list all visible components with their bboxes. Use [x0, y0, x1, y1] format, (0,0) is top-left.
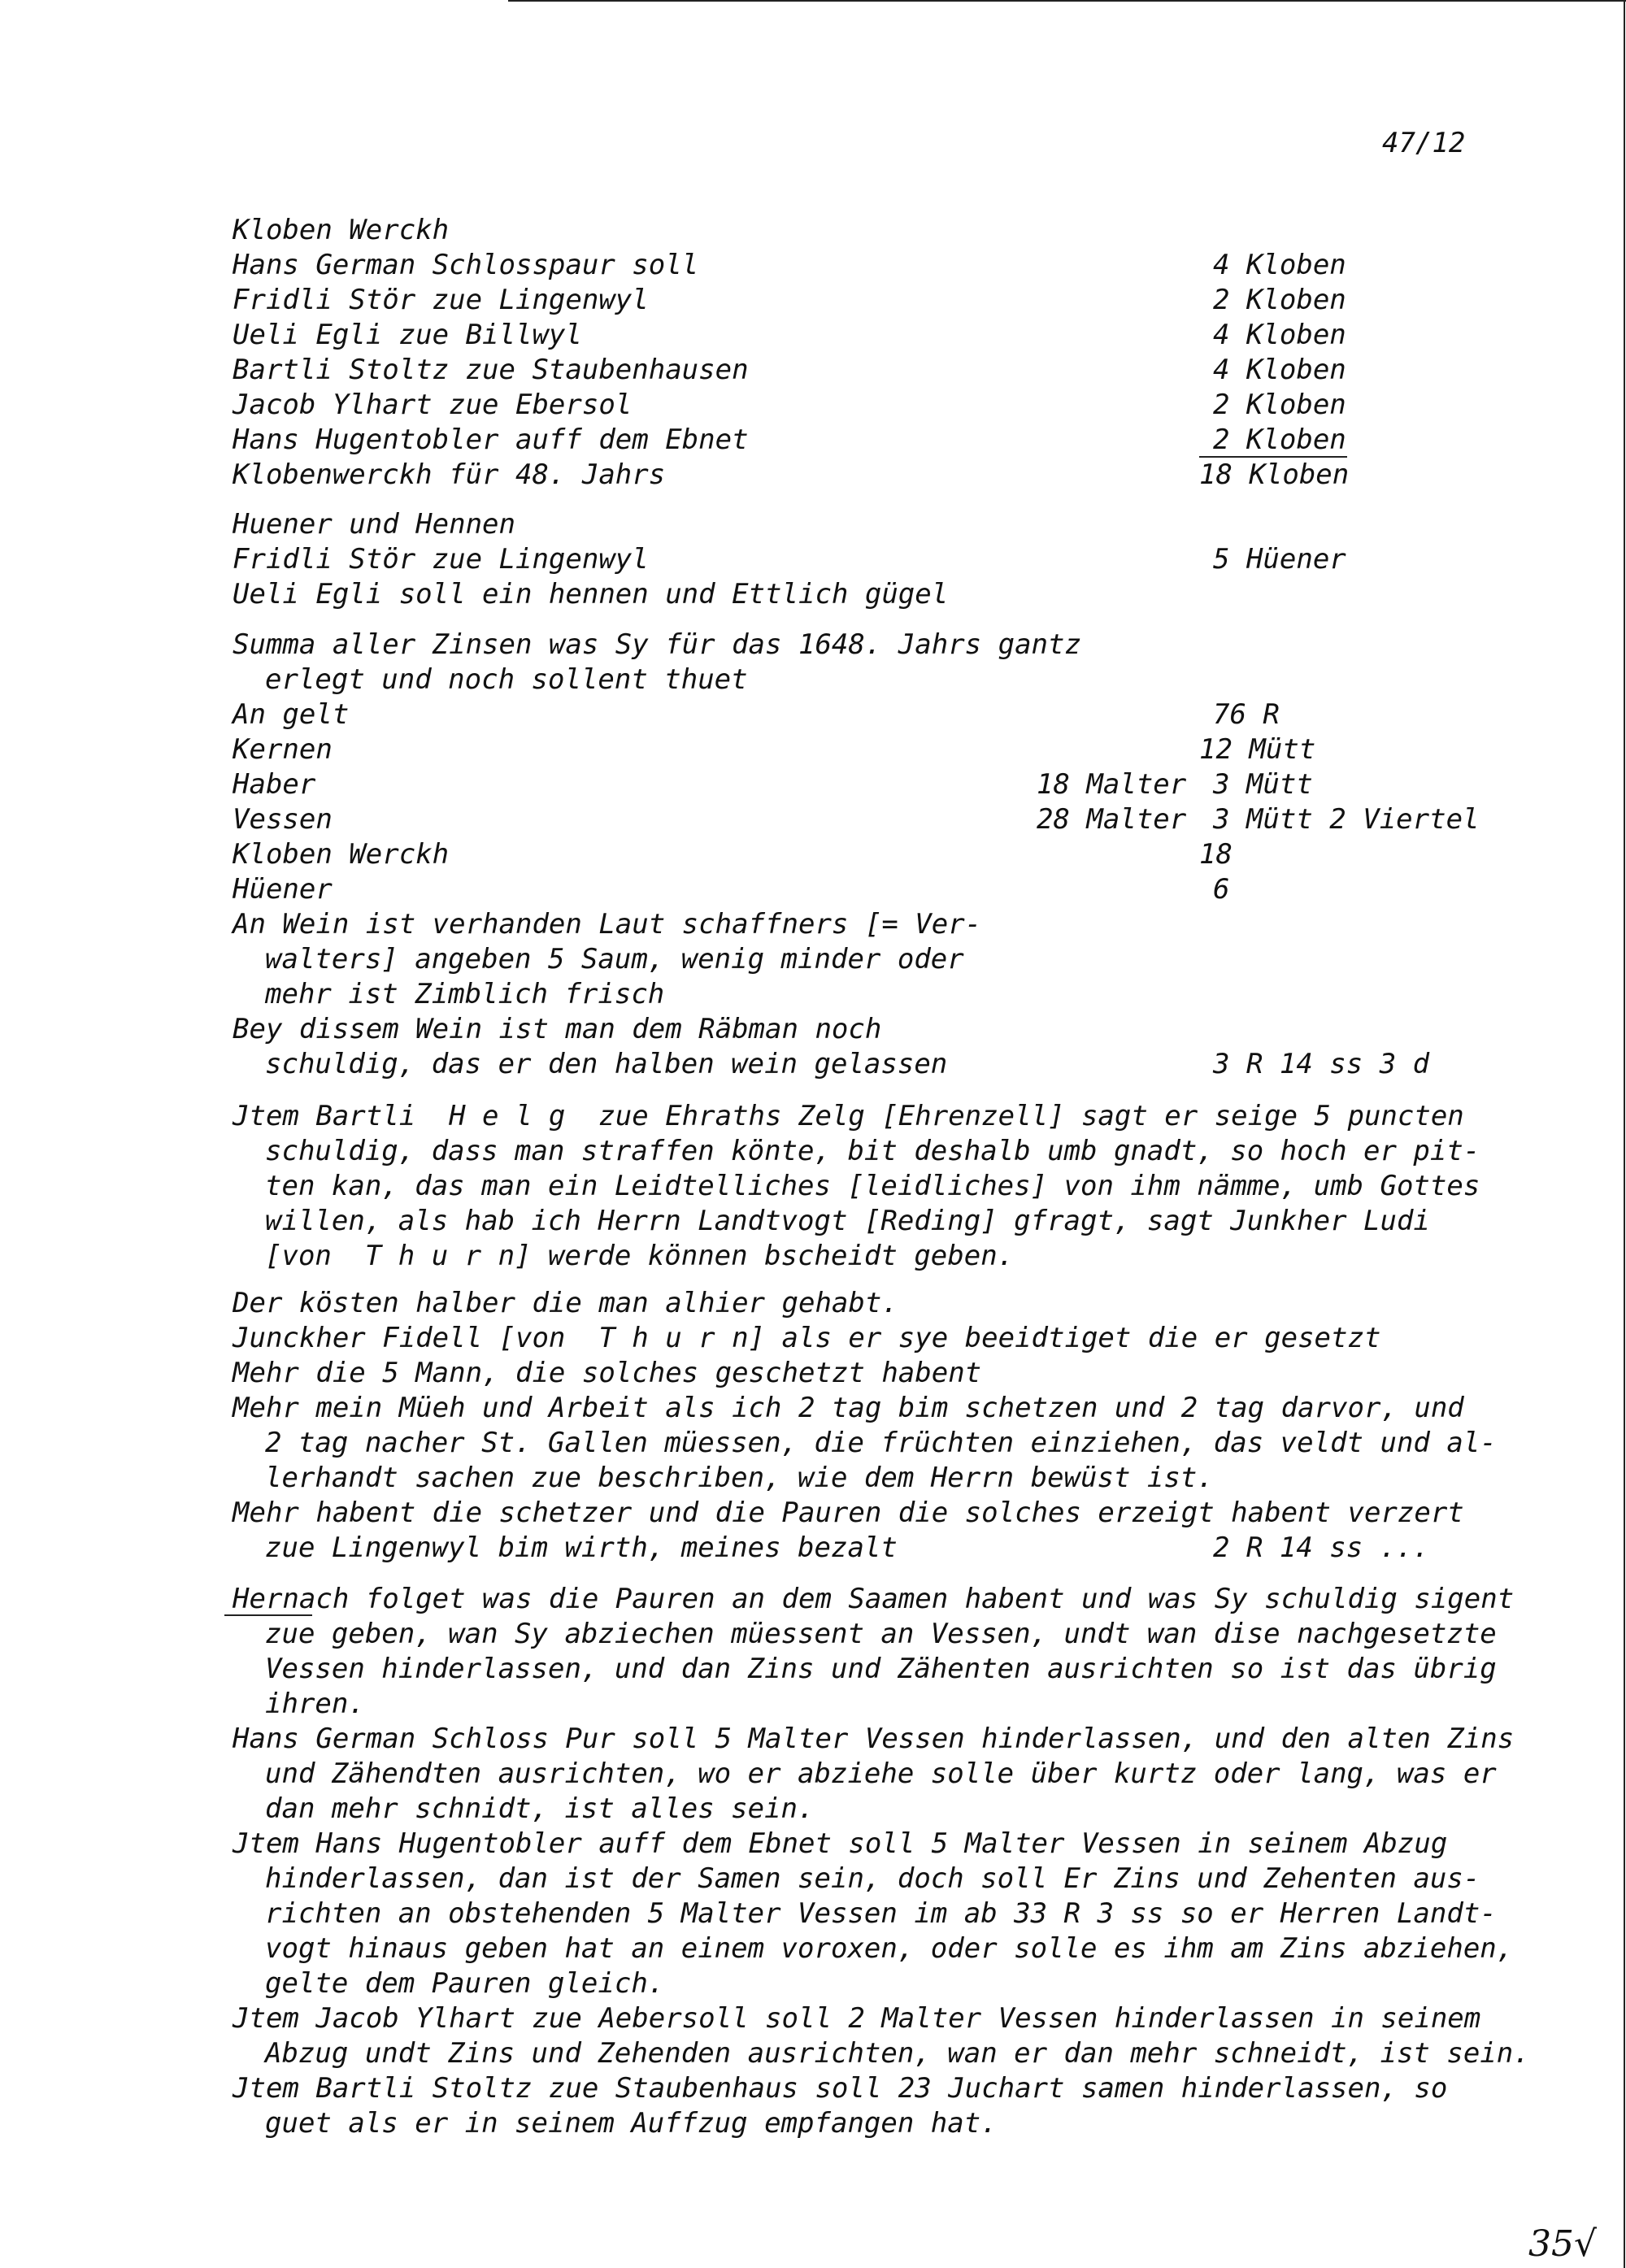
hernach-line: ihren.: [265, 1688, 365, 1720]
sum-underline: [1199, 456, 1347, 458]
hernach-underline: [224, 1614, 312, 1616]
summa-row-label: Vessen: [233, 803, 333, 836]
summa-row-label: Kernen: [233, 733, 333, 766]
hernach-line: Hernach folget was die Pauren an dem Saamen habent und was Sy schuldig sigent: [233, 1583, 1515, 1615]
summa-row-label: An gelt: [233, 698, 350, 731]
bey-amount: 3 R 14 ss 3 d: [1213, 1048, 1430, 1080]
kosten-line: Der kösten halber die man alhier gehabt.: [233, 1287, 898, 1319]
archive-mark: 35√: [1528, 2223, 1598, 2265]
summa-row-value: 18: [1199, 838, 1233, 871]
kloben-row-amount: 2 Kloben: [1213, 284, 1346, 316]
right-edge-rule: [1624, 0, 1625, 2268]
helg-line: schuldig, dass man straffen könte, bit deshalb umb gnadt, so hoch er pit-: [265, 1135, 1480, 1167]
hernach-line: Jtem Bartli Stoltz zue Staubenhaus soll 23 Juchart samen hinderlassen, so: [233, 2072, 1448, 2105]
summa-row-label: Haber: [233, 768, 316, 801]
summa-row-value: 76 R: [1213, 698, 1280, 731]
summa-row-malter: 18 Malter: [1037, 768, 1187, 801]
kloben-heading: Kloben Werckh: [233, 214, 450, 246]
kloben-row-amount: 2 Kloben: [1213, 424, 1346, 456]
hernach-line: Abzug undt Zins und Zehenden ausrichten, wan er dan mehr schneidt, ist sein.: [265, 2037, 1530, 2070]
summa-row-value: 3 Mütt: [1213, 768, 1313, 801]
hernach-line: richten an obstehenden 5 Malter Vessen im ab 33 R 3 ss so er Herren Landt-: [265, 1897, 1497, 1930]
helg-line: Jtem Bartli H e l g zue Ehraths Zelg [Ehrenzell] sagt er seige 5 puncten: [233, 1100, 1464, 1132]
kosten-line: Junckher Fidell [von T h u r n] als er sye beeidtiget die er gesetzt: [233, 1322, 1381, 1354]
wein-line: mehr ist Zimblich frisch: [265, 978, 665, 1010]
kloben-row-amount: 4 Kloben: [1213, 354, 1346, 386]
wein-line: walters] angeben 5 Saum, wenig minder oder: [265, 943, 964, 975]
kosten-line: Mehr habent die schetzer und die Pauren die solches erzeigt habent verzert: [233, 1497, 1464, 1529]
top-rule: [508, 0, 1626, 2]
kosten-line: Mehr mein Müeh und Arbeit als ich 2 tag bim schetzen und 2 tag darvor, und: [233, 1392, 1464, 1424]
kloben-row-name: Ueli Egli zue Billwyl: [233, 319, 582, 351]
bey-line: schuldig, das er den halben wein gelassen: [265, 1048, 948, 1080]
kosten-line: 2 tag nacher St. Gallen müessen, die früchten einziehen, das veldt und al-: [265, 1427, 1497, 1459]
summa-row-value: 3 Mütt 2 Viertel: [1213, 803, 1480, 836]
kloben-total-amount: 18 Kloben: [1199, 458, 1350, 491]
huener-heading: Huener und Hennen: [233, 508, 515, 541]
kosten-line: zue Lingenwyl bim wirth, meines bezalt: [265, 1532, 898, 1564]
summa-line: erlegt und noch sollent thuet: [265, 663, 748, 696]
summa-row-label: Hüener: [233, 873, 333, 906]
helg-line: willen, als hab ich Herrn Landtvogt [Reding] gfragt, sagt Junkher Ludi: [265, 1205, 1430, 1237]
kloben-row-name: Hans Hugentobler auff dem Ebnet: [233, 424, 749, 456]
kloben-total-label: Klobenwerckh für 48. Jahrs: [233, 458, 666, 491]
hernach-line: Hans German Schloss Pur soll 5 Malter Vessen hinderlassen, und den alten Zins: [233, 1723, 1515, 1755]
bey-line: Bey dissem Wein ist man dem Räbman noch: [233, 1013, 882, 1045]
summa-row-value: 6: [1213, 873, 1230, 906]
hernach-line: Vessen hinderlassen, und dan Zins und Zähenten ausrichten so ist das übrig: [265, 1653, 1497, 1685]
summa-row-value: 12 Mütt: [1199, 733, 1316, 766]
kosten-line: Mehr die 5 Mann, die solches geschetzt habent: [233, 1357, 982, 1389]
kloben-row-amount: 2 Kloben: [1213, 389, 1346, 421]
hernach-line: guet als er in seinem Auffzug empfangen hat.: [265, 2107, 998, 2140]
kloben-row-name: Hans German Schlosspaur soll: [233, 249, 699, 281]
helg-line: ten kan, das man ein Leidtelliches [leidliches] von ihm nämme, umb Gottes: [265, 1170, 1480, 1202]
hernach-line: gelte dem Pauren gleich.: [265, 1967, 665, 2000]
wein-line: An Wein ist verhanden Laut schaffners [= Ver-: [233, 908, 982, 941]
kloben-row-name: Jacob Ylhart zue Ebersol: [233, 389, 633, 421]
hernach-line: Jtem Hans Hugentobler auff dem Ebnet soll 5 Malter Vessen in seinem Abzug: [233, 1827, 1448, 1860]
summa-line: Summa aller Zinsen was Sy für das 1648. Jahrs gantz: [233, 628, 1081, 661]
kloben-row-name: Fridli Stör zue Lingenwyl: [233, 284, 649, 316]
huener-line: Ueli Egli soll ein hennen und Ettlich gügel: [233, 578, 949, 610]
summa-row-malter: 28 Malter: [1037, 803, 1187, 836]
helg-line: [von T h u r n] werde können bscheidt geben.: [265, 1240, 1015, 1272]
kloben-row-amount: 4 Kloben: [1213, 319, 1346, 351]
kloben-row-amount: 4 Kloben: [1213, 249, 1346, 281]
hernach-line: hinderlassen, dan ist der Samen sein, doch soll Er Zins und Zehenten aus-: [265, 1862, 1480, 1895]
page-number: 47/12: [1382, 127, 1466, 159]
kosten-amount: 2 R 14 ss ...: [1213, 1532, 1430, 1564]
huener-line: Fridli Stör zue Lingenwyl: [233, 543, 649, 576]
kosten-line: lerhandt sachen zue beschriben, wie dem Herrn bewüst ist.: [265, 1462, 1214, 1494]
kloben-row-name: Bartli Stoltz zue Staubenhausen: [233, 354, 749, 386]
huener-amount: 5 Hüener: [1213, 543, 1346, 576]
summa-row-label: Kloben Werckh: [233, 838, 450, 871]
hernach-line: vogt hinaus geben hat an einem voroxen, oder solle es ihm am Zins abziehen,: [265, 1932, 1514, 1965]
hernach-line: Jtem Jacob Ylhart zue Aebersoll soll 2 Malter Vessen hinderlassen in seinem: [233, 2002, 1481, 2035]
hernach-line: und Zähendten ausrichten, wo er abziehe solle über kurtz oder lang, was er: [265, 1757, 1497, 1790]
hernach-line: dan mehr schnidt, ist alles sein.: [265, 1792, 815, 1825]
hernach-line: zue geben, wan Sy abziechen müessent an Vessen, undt wan dise nachgesetzte: [265, 1618, 1497, 1650]
